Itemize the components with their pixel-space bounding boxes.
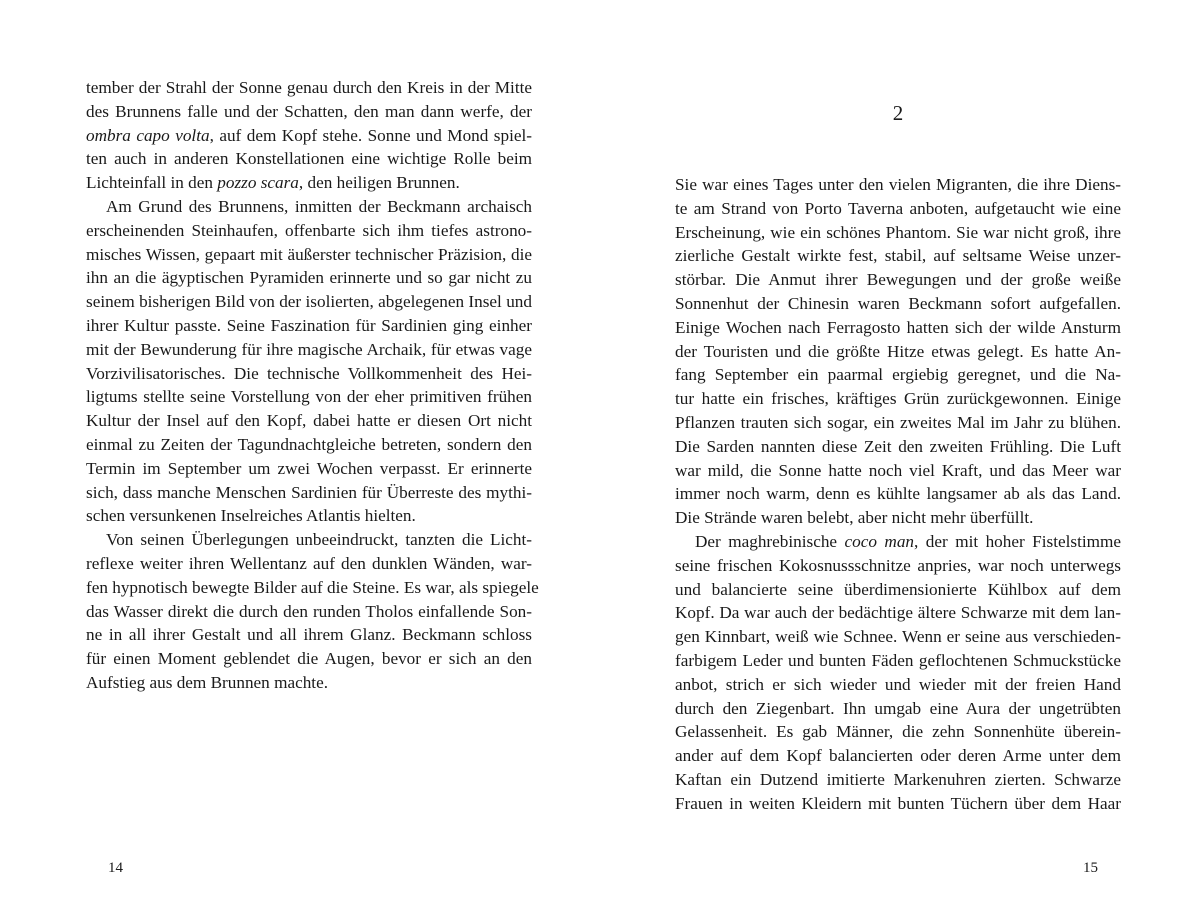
text-run: Kopf. Da war auch der bedächtige ältere Schwarze mit dem lan- (675, 603, 1121, 623)
text-run: einmal zu Zeiten der Tagundnachtgleiche betreten, sondern den (86, 434, 532, 454)
text-line (86, 219, 532, 243)
text-run: erscheinenden Steinhaufen, offenbarte sich ihm tiefes astrono- (86, 220, 532, 240)
text-run: Termin im September um zwei Wochen verpasst. Er erinnerte (86, 458, 532, 478)
text-line (675, 268, 1121, 292)
text-run: der Touristen und die größte Hitze etwas gelegt. Es hatte An- (675, 341, 1121, 361)
text-run: te am Strand von Porto Taverna anboten, aufgetaucht wie eine (675, 198, 1121, 218)
text-line (86, 266, 532, 290)
text-run: Sonnenhut der Chinesin waren Beckmann sofort aufgefallen. (675, 293, 1121, 313)
text-line (86, 314, 532, 338)
text-run: Am Grund des Brunnens, inmitten der Beckmann archaisch (106, 196, 532, 216)
text-line (86, 576, 539, 600)
text-run: ihrer Kultur passte. Seine Faszination für Sardinien ging einher (86, 315, 532, 335)
text-run: , auf dem Kopf stehe. Sonne und Mond spiel- (209, 125, 532, 145)
text-run: Kaftan ein Dutzend imitierte Markenuhren zierten. Schwarze (675, 769, 1121, 789)
text-run: zierliche Gestalt wirkte fest, stabil, auf seltsame Weise unzer- (675, 246, 1121, 266)
text-line (675, 459, 1121, 483)
text-line (86, 457, 532, 481)
left-page-text (86, 76, 539, 695)
chapter-number: 2 (892, 101, 904, 125)
text-line (675, 744, 1121, 768)
text-run: fang September ein paarmal ergiebig geregnet, und die Na- (675, 365, 1121, 385)
text-line (86, 243, 532, 267)
text-line (86, 552, 532, 576)
text-run: ander auf dem Kopf balancierten oder deren Arme unter dem (675, 746, 1121, 766)
text-run: Pflanzen trauten sich sogar, ein zweites Mal im Jahr zu blühen. (675, 412, 1121, 432)
right-page (675, 0, 1121, 923)
text-run: Gelassenheit. Es gab Männer, die zehn Sonnenhüte überein- (675, 722, 1121, 742)
text-run: Die Strände waren belebt, aber nicht mehr überfüllt. (675, 508, 1034, 528)
italic-term: coco man (844, 531, 915, 551)
text-run: anbot, strich er sich wieder und wieder mit der freien Hand (675, 674, 1121, 694)
text-line (675, 292, 1121, 316)
text-run: ligtums stellte seine Vorstellung von der eher primitiven frühen (86, 387, 532, 407)
text-run: Lichteinfall in den (86, 173, 218, 193)
text-line (86, 647, 532, 671)
text-run: gen Kinnbart, weiß wie Schnee. Wenn er seine aus verschieden- (675, 627, 1121, 647)
italic-term: pozzo scara (217, 173, 299, 193)
text-run: das Wasser direkt die durch den runden Tholos einfallende Son- (86, 601, 532, 621)
text-line (86, 481, 532, 505)
text-line (675, 625, 1121, 649)
text-run: Frauen in weiten Kleidern mit bunten Tüchern über dem Haar (675, 793, 1121, 813)
text-line (675, 601, 1121, 625)
text-line (86, 600, 532, 624)
text-line (86, 362, 532, 386)
text-line (675, 411, 1121, 435)
text-line (86, 433, 532, 457)
text-line (86, 290, 532, 314)
text-run: misches Wissen, gepaart mit äußerster technischer Präzision, die (86, 244, 532, 264)
text-line (675, 340, 1121, 364)
text-run: sich, dass manche Menschen Sardinien für Überreste des mythi- (86, 482, 532, 502)
text-run: Erscheinung, wie ein schönes Phantom. Sie war nicht groß, ihre (675, 222, 1121, 242)
text-run: durch den Ziegenbart. Ihn umgab eine Aura der ungetrübten (675, 698, 1121, 718)
text-line (675, 173, 1121, 197)
text-run: Kultur der Insel auf den Kopf, dabei hatte er diesen Ort nicht (86, 411, 532, 431)
text-line (675, 720, 1121, 744)
text-run: Aufstieg aus dem Brunnen machte. (86, 672, 328, 692)
text-run: Von seinen Überlegungen unbeeindruckt, tanzten die Licht- (106, 530, 532, 550)
text-run: reflexe weiter ihren Wellentanz auf den dunklen Wänden, war- (86, 553, 532, 573)
text-run: fen hypnotisch bewegte Bilder auf die Steine. Es war, als spiegele (86, 577, 539, 597)
text-line (86, 504, 532, 528)
text-line (675, 578, 1121, 602)
text-run: seine frischen Kokosnussschnitze anpries, war noch unterwegs (675, 555, 1121, 575)
text-run: immer noch warm, denn es kühlte langsamer ab als das Land. (675, 484, 1121, 504)
text-line (675, 387, 1121, 411)
text-line (675, 673, 1121, 697)
text-run: schen versunkenen Inselreiches Atlantis hielten. (86, 506, 416, 526)
text-line (675, 792, 1121, 816)
text-line (86, 385, 532, 409)
text-line (675, 244, 1121, 268)
text-line (675, 697, 1121, 721)
text-run: ne in all ihrer Gestalt und all ihrem Glanz. Beckmann schloss (86, 625, 532, 645)
text-line (86, 195, 532, 219)
text-line (86, 100, 532, 124)
text-run: war mild, die Sonne hatte noch viel Kraft, und das Meer war (675, 460, 1121, 480)
text-line (675, 316, 1121, 340)
text-line (675, 530, 1121, 554)
text-run: Vorzivilisatorisches. Die technische Vollkommenheit des Hei- (86, 363, 532, 383)
text-line (86, 147, 532, 171)
text-line (86, 76, 532, 100)
text-run: seinem bisherigen Bild von der isolierten, abgelegenen Insel und (86, 292, 532, 312)
page-number-left: 14 (108, 860, 123, 876)
text-line (675, 363, 1121, 387)
text-run: Sie war eines Tages unter den vielen Migranten, die ihre Diens- (675, 175, 1121, 194)
text-line (86, 124, 532, 148)
text-line (86, 623, 532, 647)
text-run: ihn an die ägyptischen Pyramiden erinnerte und so gar nicht zu (86, 268, 532, 288)
text-line (86, 528, 532, 552)
right-page-text (675, 173, 1121, 816)
text-run: störbar. Die Anmut ihrer Bewegungen und der große weiße (675, 270, 1121, 290)
text-run: tember der Strahl der Sonne genau durch den Kreis in der Mitte (86, 78, 532, 97)
text-run: , den heiligen Brunnen. (298, 173, 460, 193)
text-line (675, 768, 1121, 792)
text-run: mit der Bewunderung für ihre magische Archaik, für etwas vage (86, 339, 532, 359)
text-run: ten auch in anderen Konstellationen eine wichtige Rolle beim (86, 149, 532, 169)
text-run: für einen Moment geblendet die Augen, bevor er sich an den (86, 649, 532, 669)
text-line (86, 171, 532, 195)
page-number-right: 15 (1083, 860, 1098, 876)
text-run: Die Sarden nannten diese Zeit den zweiten Frühling. Die Luft (675, 436, 1121, 456)
left-page (86, 0, 539, 923)
text-line (675, 221, 1121, 245)
text-run: Einige Wochen nach Ferragosto hatten sich der wilde Ansturm (675, 317, 1121, 337)
text-line (675, 482, 1121, 506)
text-run: und balancierte seine überdimensionierte Kühlbox auf dem (675, 579, 1121, 599)
text-line (675, 435, 1121, 459)
text-line (675, 554, 1121, 578)
italic-term: ombra capo volta (86, 125, 210, 145)
text-run: des Brunnens falle und der Schatten, den man dann werfe, der (86, 101, 532, 121)
text-run: tur hatte ein frisches, kräftiges Grün zurückgewonnen. Einige (675, 389, 1121, 409)
text-line (86, 671, 532, 695)
text-line (675, 197, 1121, 221)
text-line (675, 649, 1121, 673)
text-line (675, 506, 1121, 530)
text-line (86, 338, 532, 362)
text-run: , der mit hoher Fistelstimme (914, 531, 1121, 551)
text-run: Der maghrebinische (695, 531, 845, 551)
text-run: farbigem Leder und bunten Fäden geflochtenen Schmuckstücke (675, 650, 1121, 670)
text-line (86, 409, 532, 433)
